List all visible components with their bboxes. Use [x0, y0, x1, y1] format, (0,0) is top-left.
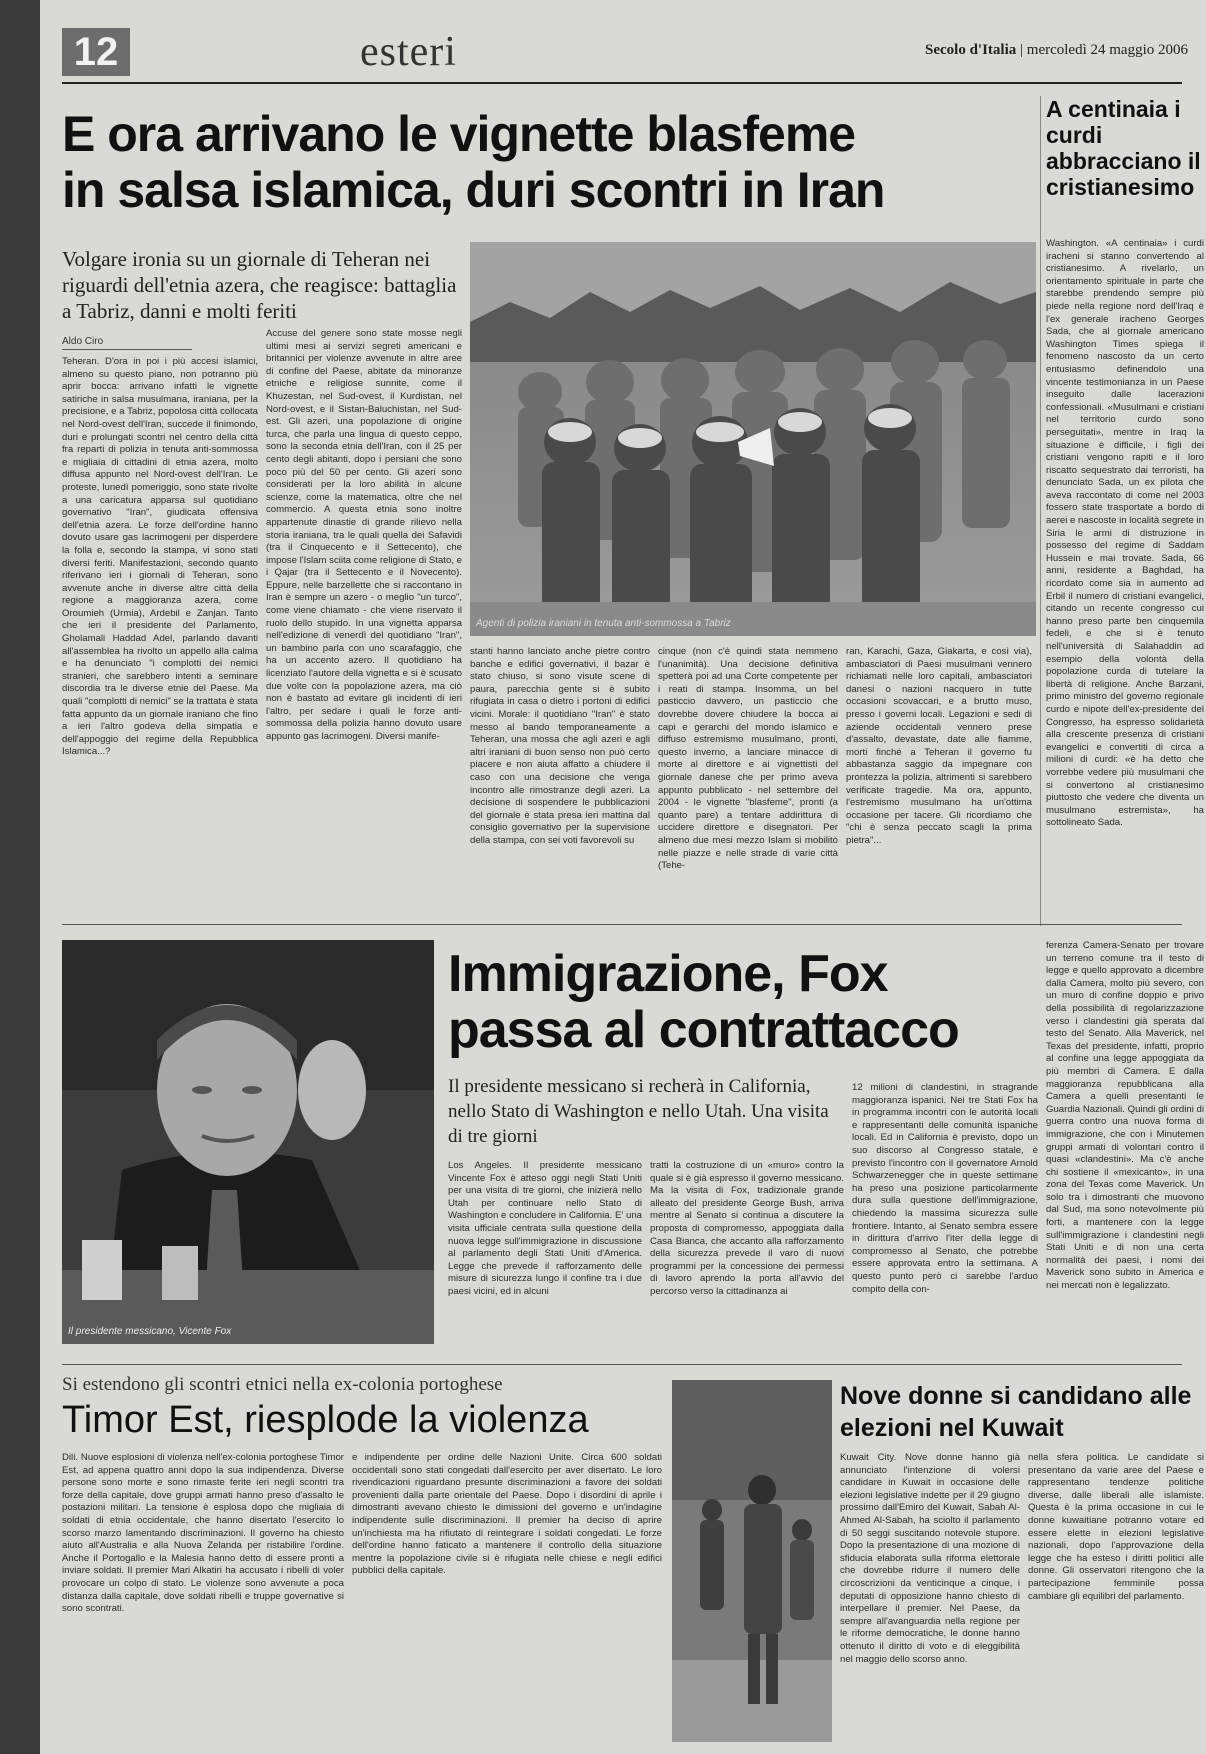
timor-column-1: Dili. Nuove esplosioni di violenza nell'ex-colonia portoghese Timor Est, ad appena quattro anni dopo la sua indipendenza. Diverse persone sono morte e sono rimaste ferite ieri negli scontri tra forze della capitale, dove gruppi armati hanno preso d'assalto le postazioni militari. La tensione è esplosa dopo che migliaia di soldati di etnia occidentale, che hanno disertato l'esercito lo scorso marzo lamentando discriminazioni. Il governo ha chiesto aiuto all'Australia e alla Nuova Zelanda per ristabilire l'ordine. Anche il Portogallo e la Malesia hanno detto di essere pronti a inviare soldati. Il premier Mari Alkatiri ha accusato i ribelli di voler provocare un colpo di stato. Le violenze sono avvenute a poca distanza dalla capitale, dove soldati ribelli e truppe governative si sono scontrati. — [62, 1452, 344, 1615]
page-number: 12 — [62, 28, 130, 76]
section-title: esteri — [360, 29, 457, 75]
sidebar-rule — [1040, 96, 1041, 926]
kuwait-column-1: Kuwait City. Nove donne hanno già annunciato l'intenzione di volersi candidare in Kuwait in occasione delle elezioni legislative indette per il 29 giugno prossimo dall'Emiro del Kuwait, Sabah Al-Ahmed Al-Sabah, ha sciolto il parlamento di 50 seggi suscitando notevole stupore. Dopo la presentazione di una mozione di sfiducia elaborata sulla riforma elettorale che dovrebbe ridurre il numero delle circoscrizioni da venticinque a cinque, i deputati di opposizione hanno chiesto di interpellare il premier. Nel Paese, da sempre all'avanguardia nella regione per le riforme democratiche, le donne hanno ottenuto il diritto di voto e di eleggibilità nel maggio dello scorso anno. — [840, 1452, 1020, 1665]
paper-date-line — [925, 42, 1206, 59]
fox-photo — [62, 940, 434, 1344]
section-divider-2 — [62, 1364, 1182, 1365]
divider: | — [1020, 42, 1027, 58]
lead-headline-line2: in salsa islamica, duri scontri in Iran — [62, 162, 885, 218]
riot-police-image — [470, 242, 1036, 636]
paper-name: Secolo d'Italia — [925, 42, 1017, 58]
lead-photo-riot-police — [470, 242, 1036, 636]
lead-headline — [62, 106, 1072, 218]
fox-subhead: Il presidente messicano si recherà in California, nello Stato di Washington e nello Utah. Una visita di tre giorni — [448, 1076, 829, 1147]
lead-column-2: Accuse del genere sono state mosse negli ultimi mesi ai servizi segreti americani e britannici per violenze avvenute in altre aree di confine del Paese, abitate da minoranze etniche e religiose sunnite, come il Khuzestan, nel Sud-ovest, il Kurdistan, nel Nord-ovest, e il Sistan-Baluchistan, nel Sud-est. Gli azeri, una popolazione di origine turca, che parla una lingua di questo ceppo, sono la seconda etnia dell'Iran, con il 25 per cento degli abitanti, dopo i persiani che sono poco più del 50 per cento. Gli azeri sono considerati per la loro abilità in alcune scienze, come la matematica, oltre che nel commercio. A questa etnia sono inoltre appartenute dinastie di grande rilievo nella storia iraniana, tra le quali quella dei Safavidi (tra il Cinquecento e il Settecento), che impose l'Islam sciita come religione di Stato, e i Qajar (tra il Settecento e il Novecento). Eppure, nelle barzellette che si raccontano in Iran è sempre un azero - o meglio "un turco", come viene chiamato - che viene riservato il ruolo dello stupido. In una vignetta apparsa nell'edizione di venerdì del quotidiano "Iran", un bambino parla con uno scarafaggio, che ha un accento azero. Il quotidiano ha licenziato l'autore della vignetta e si è scusato due volte con la popolazione azera, ma ciò non è bastato ad evitare gli incidenti di ieri l'altro, per sedare i quali le forze anti-sommossa della polizia hanno dovuto usare appunto gas lacrimogeni. Diversi manife- — [266, 328, 462, 742]
sidebar-headline: A centinaia i curdi abbracciano il cristianesimo — [1046, 96, 1201, 200]
kuwait-column-2: nella sfera politica. Le candidate si presentano da varie aree del Paese e rappresentano tendenze politiche diverse, dalle liberali alle islamiste. Questa è la prima occasione in cui le donne kuwaitiane potranno votare ed essere elette in elezioni legislative nazionali, dopo l'approvazione della legge che ha esteso i diritti politici alle donne. Gli osservatori ritengono che la partecipazione femminile possa cambiare gli equilibri del parlamento. — [1028, 1452, 1204, 1602]
fox-headline — [448, 946, 1088, 1058]
timor-soldiers-image — [672, 1380, 832, 1742]
timor-kicker: Si estendono gli scontri etnici nella ex-colonia portoghese — [62, 1374, 503, 1395]
sidebar-body: Washington. «A centinaia» i curdi iracheni si stanno convertendo al cristianesimo. A rivelarlo, un orientamento spirituale in parte che starebbe prendendo sempre più piede nella regione nord dell'Iraq è l'ex generale iracheno Georges Sada, che al giornale americano Washington Times spiega il fenomeno nascosto da un certo entusiasmo definendolo una vincente testimonianza in un Paese inseguito dalle lacerazioni confessionali. «Musulmani e cristiani nel territorio curdo sono perseguitati», mentre in Iraq la situazione è difficile, i figli dei cristiani vengono rapiti e il loro riscatto sequestrato dai terroristi, ha denunciato Sada, un ex pilota che aveva raccontato di come nel 2003 fossero state trasportate a bordo di aerei e nascoste in località segrete in Siria le armi di distruzione in possesso del regime di Saddam Hussein e mai trovate. Sada, 66 anni, residente a Baghdad, ha ricordato come sia in aumento ad Erbil il numero di cristiani evangelici, citando un recente congresso cui hanno preso parte ben cinquemila fedeli, e che si è tenuto nell'università di Salahaddin ad esempio della volontà della popolazione curda di tutelare la libertà di religione. Anche Barzani, primo ministro del governo regionale curdo e nipote dell'ex-presidente del Congresso, ha espresso solidarietà alla crescente presenza di cristiani evangelici e convertiti di circa a milioni di curdi: «è ha detto che vorrebbe vedere più musulmani che si convertono al cristianesimo piuttosto che vedere che diventa un musulmano estremista», ha sottolineato Sada. — [1046, 238, 1204, 829]
lead-photo-caption: Agenti di polizia iraniani in tenuta anti-sommossa a Tabriz — [476, 618, 731, 629]
timor-column-2: e indipendente per ordine delle Nazioni Unite. Circa 600 soldati occidentali sono stati congedati dall'esercito per aver disertato. Le loro rivendicazioni riguardano presunte discriminazioni a favore dei soldati provenienti dalla parte orientale del Paese. Dopo i disordini di aprile i dimostranti avevano chiesto le dimissioni del governo e un'indagine indipendente sulle discriminazioni. Il premier ha deciso di aprire un'inchiesta ma ha rifiutato di reintegrare i soldati congedati. Le forze dell'ordine hanno faticato a mantenere il controllo della situazione mentre la popolazione civile si è rifugiata nelle chiese e negli edifici pubblici della capitale. — [352, 1452, 662, 1577]
newspaper-page — [40, 0, 1206, 1754]
timor-photo-soldiers — [672, 1380, 832, 1742]
lead-column-4: cinque (non c'è quindi stata nemmeno l'unanimità). Una decisione definitiva spetterà poi ad una Corte competente per i reati di stampa. Insomma, un bel pasticcio davvero, un pasticcio che dovrebbe dovere chiudere la bocca ai capi e gerarchi del mondo islamico e diffuso estremismo musulmano, pronti, questo inverno, a lanciare minacce di morte al direttore e ai vignettisti del giornale danese che per primo aveva appunto pubblicato - nel settembre del 2004 - le vignette "blasfeme", pronti (a quanto pare) a tentare addirittura di uccidere direttore e disegnatori. Per almeno due mesi mezzo Islam si mobilitò nelle piazze e nelle strade di varie città (Tehe- — [658, 646, 838, 872]
timor-headline: Timor Est, riesplode la violenza — [62, 1399, 589, 1441]
masthead-rule — [62, 82, 1182, 84]
kuwait-headline: Nove donne si candidano alle elezioni nel Kuwait — [840, 1382, 1192, 1442]
fox-headline-line1: Immigrazione, Fox — [448, 945, 888, 1003]
vicente-fox-portrait — [62, 940, 434, 1344]
fox-column-4: ferenza Camera-Senato per trovare un terreno comune tra il testo di legge e quello approvato a dicembre dalla Camera, molto più severo, con un muro di confine doppio e privo della possibilità di regolarizzazione verso i clandestini già sperata dal testo del Senato. Alla Maverick, nel Texas del presidente, infatti, proprio al confine una legge appoggiata da più membri di Camera. E dalla maggioranza repubblicana alla Camera a quelli presentanti le Guardia Nazionali. Quindi gli ordini di guerra contro una nuova forma di immigrazione, che con i Minutemen gruppi armati di volontari contro il quasi «clandestini». Ma c'è anche chi sostiene il «mexicanto», in una zona del Texas come Maverick. Un solo tra i dimostranti che muovono dal Sud, ma sono notevolmente più forti, a mantenere con la legge sull'immigrazione i clandestini negli Stati Uniti e di non una certa normalità dei paesi, i nomi dei Maverick sono subito in America e nei mercati non è legalizzato. — [1046, 940, 1204, 1292]
fox-headline-line2: passa al contrattacco — [448, 1001, 959, 1059]
fox-photo-caption: Il presidente messicano, Vicente Fox — [68, 1326, 232, 1337]
lead-column-3: stanti hanno lanciato anche pietre contro banche e edifici governativi, il bazar è stato chiuso, si sono visute scene di paura, parecchia gente si è subito rifugiata in casa o dietro i portoni di edifici vicini. Morale: il quotidiano "Iran" è stato messo al bando temporaneamente a Teheran, una mossa che agli azeri e agli altri iraniani di buon senso non può certo piacere e non aiuta affatto a chiudere il caso con una decisione che venga incontro alle rimostranze degli azeri. La decisione di sospendere le pubblicazioni del giornale è stata presa ieri mattina dal consiglio governativo per la supervisione della stampa, con sei voti favorevoli su — [470, 646, 650, 846]
fox-column-3: 12 milioni di clandestini, in stragrande maggioranza ispanici. Nei tre Stati Fox ha in programma incontri con le autorità locali e rappresentanti delle comunità ispaniche locali. Ed in California è previsto, dopo un suo discorso al Congresso statale, è previsto l'incontro con il governatore Arnold Schwarzenegger che in queste settimane ha preso una posizione particolarmente dura sulla questione dell'immigrazione, chiedendo la massima sicurezza sulle frontiere. Intanto, al Senato sembra essere in dirittura d'arrivo l'iter della legge di compromesso al Senato, che potrebbe essere approvata entro la settimana. A questo punto però ci sarebbe l'arduo compito della con- — [852, 1082, 1038, 1295]
section-divider-1 — [62, 924, 1182, 925]
fox-column-1: Los Angeles. Il presidente messicano Vincente Fox è atteso oggi negli Stati Uniti per una visita di tre giorni, che inizierà nello Utah per continuare nello Stato di Washington e concludere in California. E' una visita ufficiale centrata sulla questione della nuova legge sull'immigrazione in discussione al parlamento degli Stati Uniti d'America. Legge che prevede il rafforzamento delle misure di sicurezza lungo il confine tra i due paesi vicini, ed in alcuni — [448, 1160, 642, 1297]
lead-column-5: ran, Karachi, Gaza, Giakarta, e così via), ambasciatori di Paesi musulmani vennero richiamati nelle loro capitali, ambasciatori danesi o nazioni nacquero in tutte occasioni scovaccari, e a brutto muso, presso i governi locali. Legazioni e sedi di aziende occidentali vennero prese d'assalto, devastate, date alle fiamme, morti finché a Teheran il governo fu abbastanza saggio da impegnare con prontezza la polizia, altrimenti si sarebbero verificate tragedie. Ma ora, appunto, l'estremismo musulmano ha un'ottima occasione per tacere. Gli ricordiamo che "chi è senza peccato scagli la prima pietra"... — [846, 646, 1032, 846]
lead-subhead: Volgare ironia su un giornale di Teheran nei riguardi dell'etnia azera, che reagisce: battaglia a Tabriz, danni e molti feriti — [62, 247, 457, 323]
lead-headline-line1: E ora arrivano le vignette blasfeme — [62, 106, 856, 162]
lead-column-1: Teheran. D'ora in poi i più accesi islamici, almeno su questo piano, non potranno più aprir bocca: arrivano infatti le vignette satiriche in salsa musulmana, iraniana, per la precisione, e a Tabriz, popolosa città collocata nel Nord-ovest dell'Iran, succede il finimondo, duri e prolungati scontri nel centro della città fra reparti di polizia in tenuta anti-sommossa e migliaia di cittadini di etnia azera, molto diffusa appunto nel Nord-ovest dell'Iran. Le proteste, lunedì pomeriggio, sono state rivolte a una caricatura apparsa sul quotidiano governativo "Iran", giudicata offensiva dell'etnia azera. Le forze dell'ordine hanno dovuto usare gas lacrimogeni per disperdere la folla e, secondo la stampa, vi sono stati diversi feriti. Manifestazioni, secondo quanto riferivano ieri i giornali di Teheran, sono avvenute anche in diverse altre città della regione a maggioranza azera, come Oroumieh (Urmia), Ardebil e Zanjan. Tanto che ieri il presidente del Parlamento, Gholamali Haddad Adel, parlando davanti all'assemblea ha rivolto un appello alla calma e ha denunciato "i complotti dei nemici stranieri, che sarebbero intenti a seminare discordia tra le diverse etnie del Paese. Ma quali "complotti di nemici" se la trattata è stata fatta appunto da un giornale iraniano che fino a ieri l'altro godeva della simpatia e dell'appoggio del regime della Repubblica Islamica...? — [62, 356, 258, 758]
lead-byline: Aldo Ciro — [62, 336, 192, 350]
fox-column-2: tratti la costruzione di un «muro» contro la quale si è già espresso il governo messicano. Ma la visita di Fox, tradizionale grande alleato del presidente George Bush, arriva mentre al Senato si continua a discutere la proposta di compromesso, appoggiata dalla Casa Bianca, che accanto alla rafforzamento della sicurezza prevede il varo di nuovi programmi per la concessione dei permessi di lavoro aprendo la porta all'avvio del percorso verso la cittadinanza ai — [650, 1160, 844, 1297]
issue-date: mercoledì 24 maggio 2006 — [1026, 42, 1188, 58]
